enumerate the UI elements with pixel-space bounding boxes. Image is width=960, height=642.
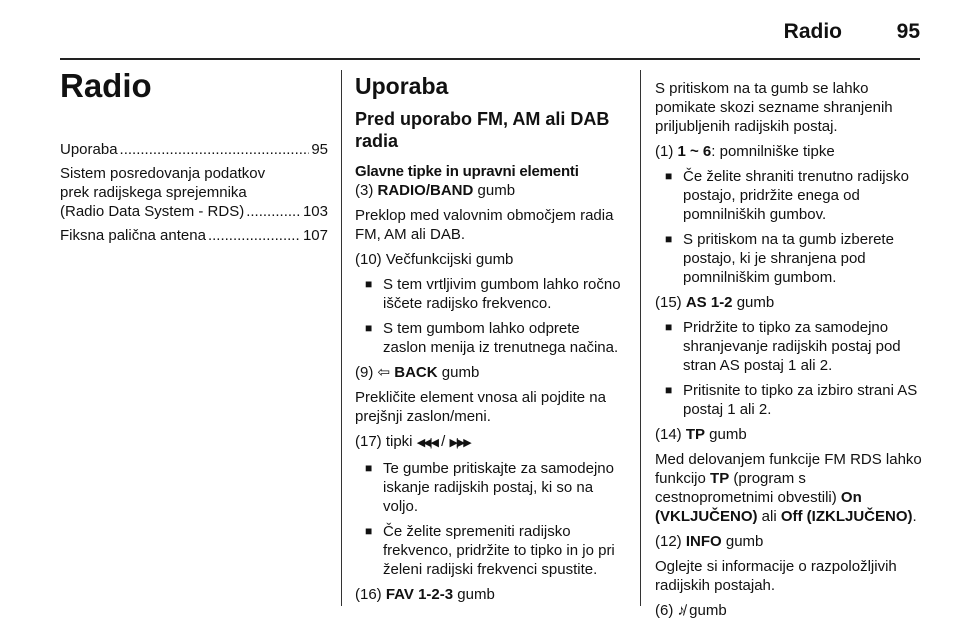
toc-leader-dots — [246, 202, 301, 221]
bullet-item: ■ Te gumbe pritiskajte za samodejno iskanje radijskih postaj, ki so na voljo. — [365, 459, 627, 516]
header-section-title: Radio — [783, 20, 842, 43]
bullet-item: ■ S tem vrtljivim gumbom lahko ročno iščete radijsko frekvenco. — [365, 275, 627, 313]
seek-back-icon: ◀◀|◀ — [416, 437, 437, 449]
toc-entry-label: (Radio Data System - RDS) — [60, 203, 245, 220]
radio-band-line: (3) RADIO/BAND gumb — [355, 182, 516, 199]
toc-entry-label: Fiksna palična antena — [60, 227, 206, 244]
header-page-number: 95 — [896, 20, 920, 43]
as-line: (15) AS 1-2 gumb — [655, 294, 775, 311]
bullet-item: ■ Če želite spremeniti radijsko frekvenco, pridržite to tipko in jo pri želeni radijski frekvenci spustite. — [365, 522, 627, 579]
bullet-item: ■ S tem gumbom lahko odprete zaslon menija iz trenutnega načina. — [365, 319, 627, 357]
paragraph-preklop: Preklop med valovnim območjem radia FM, AM ali DAB. — [355, 207, 614, 243]
tp-line: (14) TP gumb — [655, 426, 747, 443]
paragraph-rds: Med delovanjem funkcije FM RDS lahko funkcijo TP (program s cestnoprometnimi obvestili) On (VKLJUČENO) ali Off (IZKLJUČENO). — [655, 451, 922, 525]
toc-entry-label: Uporaba — [60, 141, 118, 158]
seek-keys-line: (17) tipki ◀◀|◀ / ▶|▶▶ — [355, 433, 470, 450]
middle-column — [355, 72, 627, 610]
paragraph-oglejte: Oglejte si informacije o razpoložljivih radijskih postajah. — [655, 558, 897, 594]
toc-leader-dots — [208, 226, 301, 245]
toc-column — [60, 66, 328, 250]
bullet-item: ■ Pridržite to tipko za samodejno shranjevanje radijskih postaj pod stran AS postaj 1 ali 2. — [665, 318, 923, 375]
toc-entry-label: prek radijskega sprejemnika — [60, 184, 247, 201]
toc-leader-dots — [120, 140, 310, 159]
paragraph-intro: S pritiskom na ta gumb se lahko pomikate skozi sezname shranjenih priljubljenih radijskih postaj. — [655, 80, 893, 135]
page-header — [0, 0, 960, 62]
toc-entry-label: Sistem posredovanja podatkov — [60, 165, 266, 182]
toc-entry-page: 107 — [302, 227, 328, 244]
header-rule — [60, 58, 920, 60]
mute-note-icon: ♪̸ — [677, 602, 685, 619]
column-divider-left — [341, 70, 342, 606]
mute-line: (6) ♪̸ gumb — [655, 602, 727, 619]
memory-keys-line: (1) 1 ~ 6: pomnilniške tipke — [655, 143, 835, 160]
toc-entry-uporaba[interactable] — [60, 140, 328, 159]
toc-entry-rds[interactable] — [60, 164, 328, 221]
chapter-title: Radio — [60, 67, 152, 104]
column-divider-right — [640, 70, 641, 606]
bullet-item: ■ Pritisnite to tipko za izbiro strani AS postaj 1 ali 2. — [665, 381, 923, 419]
toc-entry-page: 95 — [311, 141, 328, 158]
section-heading: Uporaba — [355, 73, 449, 99]
toc-entry-antenna[interactable] — [60, 226, 328, 245]
toc-entry-page: 103 — [302, 203, 328, 220]
controls-heading: Glavne tipke in upravni elementi — [355, 163, 579, 180]
info-line: (12) INFO gumb — [655, 533, 764, 550]
right-column — [655, 79, 923, 626]
bullet-item: ■ Če želite shraniti trenutno radijsko postajo, pridržite enega od pomnilniških gumbov. — [665, 167, 923, 224]
back-line: (9) ⇦ BACK gumb — [355, 364, 480, 381]
seek-forward-icon: ▶|▶▶ — [449, 437, 470, 449]
paragraph-preklicite: Prekličite element vnosa ali pojdite na prejšnji zaslon/meni. — [355, 389, 606, 425]
bullet-item: ■ S pritiskom na ta gumb izberete postajo, ki je shranjena pod pomnilniškim gumbom. — [665, 230, 923, 287]
subsection-heading: Pred uporabo FM, AM ali DAB radia — [355, 109, 610, 151]
back-arrow-icon: ⇦ — [377, 364, 391, 381]
fav-line: (16) FAV 1-2-3 gumb — [355, 586, 495, 603]
multifunction-line: (10) Večfunkcijski gumb — [355, 251, 514, 268]
